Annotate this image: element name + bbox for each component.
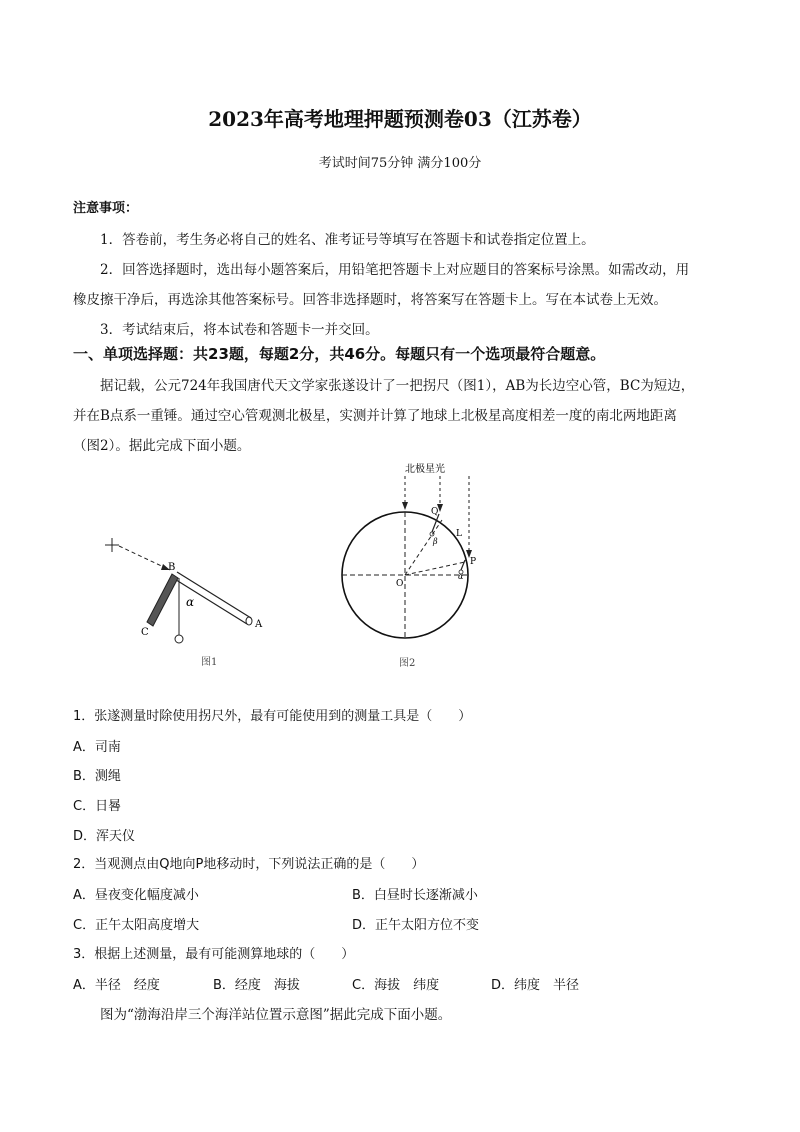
page-title: 2023年高考地理押题预测卷03（江苏卷）: [208, 107, 592, 131]
label-beta: β: [433, 537, 438, 546]
question-2-option-a: A．昼夜变化幅度减小: [73, 888, 199, 903]
question-1-stem: 1．张遂测量时除使用拐尺外，最有可能使用到的测量工具是（ ）: [73, 709, 472, 724]
passage-line-3: （图2）。据此完成下面小题。: [73, 438, 251, 454]
passage-2: 图为“渤海沿岸三个海洋站位置示意图”据此完成下面小题。: [100, 1007, 452, 1023]
label-c: C: [141, 627, 149, 638]
label-p: P: [470, 557, 477, 567]
long-arm-ab: [173, 572, 252, 625]
figure-2-caption: 图2: [399, 658, 416, 669]
label-a: A: [255, 619, 263, 630]
label-l: L: [456, 529, 462, 539]
polaris-light-label: 北极星光: [405, 464, 445, 475]
figure-1-caption: 图1: [201, 657, 218, 668]
question-1-option-b: B．测绳: [73, 769, 121, 784]
question-3-stem: 3．根据上述测量，最有可能测算地球的（ ）: [73, 947, 355, 962]
figure-2-earth-diagram: [335, 462, 495, 672]
star-icon: [105, 538, 119, 552]
section-heading: 一、单项选择题：共23题，每题2分，共46分。每题只有一个选项最符合题意。: [73, 345, 606, 363]
notes-heading: 注意事项：: [73, 201, 139, 216]
note-item-2-cont: 橡皮擦干净后，再选涂其他答案标号。回答非选择题时，将答案写在答题卡上。写在本试卷上无效。: [73, 292, 667, 308]
label-alpha: α: [186, 595, 195, 609]
question-3-option-c: C．海拔 纬度: [352, 978, 440, 993]
note-item-2: 2．回答选择题时，选出每小题答案后，用铅笔把答题卡上对应题目的答案标号涂黑。如需改动，用: [100, 262, 690, 278]
label-q: Q: [431, 507, 439, 517]
note-item-1: 1．答卷前，考生务必将自己的姓名、准考证号等填写在答题卡和试卷指定位置上。: [100, 232, 595, 248]
question-2-option-b: B．白昼时长逐渐减小: [352, 888, 478, 903]
question-3-option-d: D．纬度 半径: [491, 978, 580, 993]
exam-info: 考试时间75分钟 满分100分: [318, 156, 482, 171]
question-3-option-a: A．半径 经度: [73, 978, 160, 993]
question-1-option-c: C．日晷: [73, 799, 122, 814]
question-1-option-d: D．浑天仪: [73, 829, 136, 844]
passage-line-2: 并在B点系一重锤。通过空心管观测北极星，实测并计算了地球上北极星高度相差一度的南北两地距离: [73, 408, 677, 424]
figure-1-ruler-diagram: [95, 520, 275, 670]
short-arm-bc: [147, 574, 178, 626]
label-alpha-2: α: [458, 572, 464, 581]
question-1-option-a: A．司南: [73, 740, 121, 755]
label-o: O: [396, 579, 404, 589]
note-item-3: 3．考试结束后，将本试卷和答题卡一并交回。: [100, 322, 379, 338]
question-3-option-b: B．经度 海拔: [213, 978, 300, 993]
passage-line-1: 据记载，公元724年我国唐代天文学家张遂设计了一把拐尺（图1），AB为长边空心管，BC为短边，: [100, 378, 695, 394]
question-2-stem: 2．当观测点由Q地向P地移动时，下列说法正确的是（ ）: [73, 857, 425, 872]
label-b: B: [168, 562, 176, 573]
question-2-option-c: C．正午太阳高度增大: [73, 918, 200, 933]
question-2-option-d: D．正午太阳方位不变: [352, 918, 480, 933]
